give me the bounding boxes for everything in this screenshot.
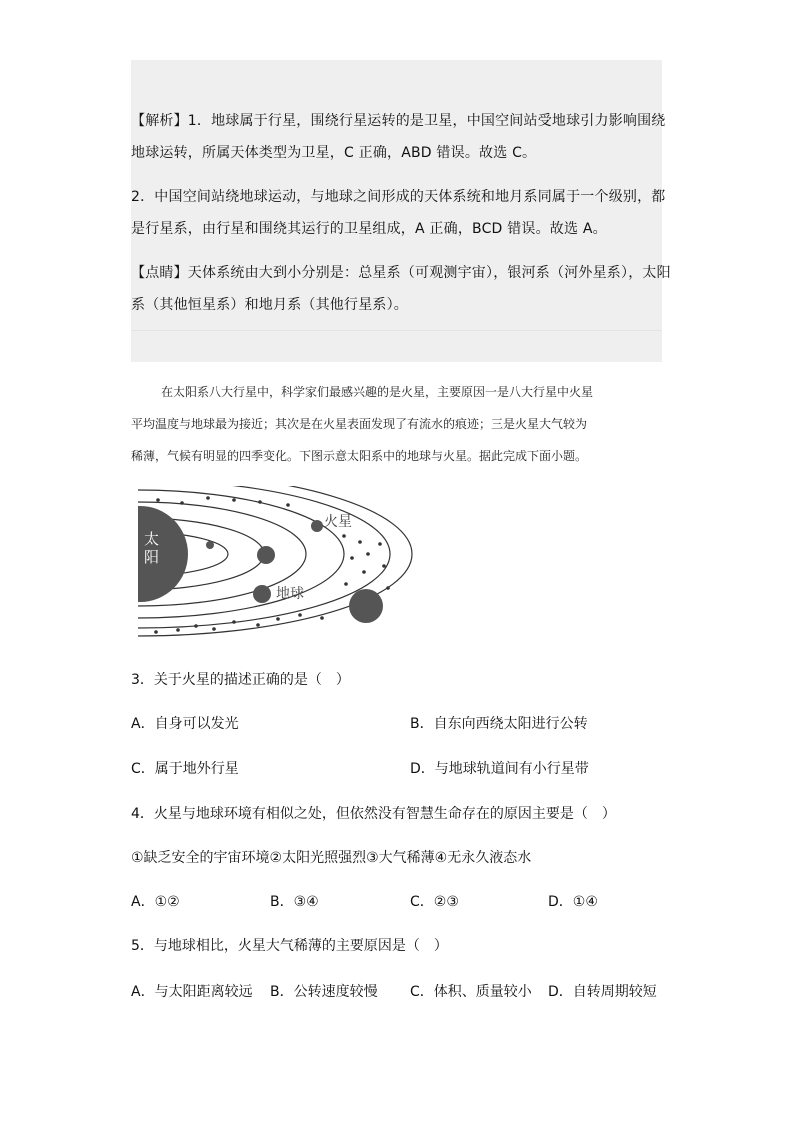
q3-option-a[interactable]: A．自身可以发光 [131, 716, 239, 732]
earth-label: 地球 [276, 586, 304, 602]
question-5-stem: 5．与地球相比，火星大气稀薄的主要原因是（ ） [131, 938, 448, 954]
mars-label: 火星 [324, 514, 352, 530]
passage-line2: 平均温度与地球最为接近；其次是在火星表面发现了有流水的痕迹；三是火星大气较为 [131, 417, 588, 431]
q5-option-a[interactable]: A．与太阳距离较远 [131, 984, 253, 1000]
passage-line3: 稀薄，气候有明显的四季变化。下图示意太阳系中的地球与火星。据此完成下面小题。 [131, 449, 588, 463]
sun-label-top: 太 [144, 530, 160, 548]
q4-option-c[interactable]: C．②③ [410, 894, 459, 910]
q4-option-b[interactable]: B．③④ [270, 894, 319, 910]
earth [253, 585, 271, 603]
q5-option-b[interactable]: B．公转速度较慢 [270, 984, 378, 1000]
solar-system-figure [138, 486, 428, 646]
analysis-p1-line1: 【解析】1．地球属于行星，围绕行星运转的是卫星，中国空间站受地球引力影响围绕 [131, 113, 666, 129]
venus [257, 546, 275, 564]
analysis-p3-line1: 【点睛】天体系统由大到小分别是：总星系（可观测宇宙），银河系（河外星系），太阳 [131, 265, 671, 281]
q3-option-b[interactable]: B．自东向西绕太阳进行公转 [410, 716, 588, 732]
q5-option-c[interactable]: C．体积、质量较小 [410, 984, 532, 1000]
analysis-p1-line2: 地球运转，所属天体类型为卫星，C 正确，ABD 错误。故选 C。 [131, 145, 537, 161]
q4-option-d[interactable]: D．①④ [548, 894, 598, 910]
mars [311, 520, 323, 532]
jupiter [349, 589, 383, 623]
passage-line1: 在太阳系八大行星中，科学家们最感兴趣的是火星，主要原因一是八大行星中火星 [161, 385, 594, 399]
question-4-statements: ①缺乏安全的宇宙环境②太阳光照强烈③大气稀薄④无永久液态水 [131, 850, 532, 866]
q4-option-a[interactable]: A．①② [131, 894, 180, 910]
q3-option-c[interactable]: C．属于地外行星 [131, 761, 239, 777]
sun-label-bottom: 阳 [144, 548, 160, 566]
analysis-p2-line1: 2．中国空间站绕地球运动，与地球之间形成的天体系统和地月系同属于一个级别，都 [131, 189, 666, 205]
q3-option-d[interactable]: D．与地球轨道间有小行星带 [410, 761, 589, 777]
divider [131, 330, 662, 331]
q5-option-d[interactable]: D．自转周期较短 [548, 984, 657, 1000]
analysis-p3-line2: 系（其他恒星系）和地月系（其他行星系）。 [131, 297, 408, 313]
inner-planet [206, 541, 214, 549]
question-3-stem: 3．关于火星的描述正确的是（ ） [131, 672, 350, 688]
solar-system-diagram [138, 486, 428, 646]
analysis-p2-line2: 是行星系，由行星和围绕其运行的卫星组成，A 正确，BCD 错误。故选 A。 [131, 221, 607, 237]
question-4-stem: 4．火星与地球环境有相似之处，但依然没有智慧生命存在的原因主要是（ ） [131, 806, 616, 822]
